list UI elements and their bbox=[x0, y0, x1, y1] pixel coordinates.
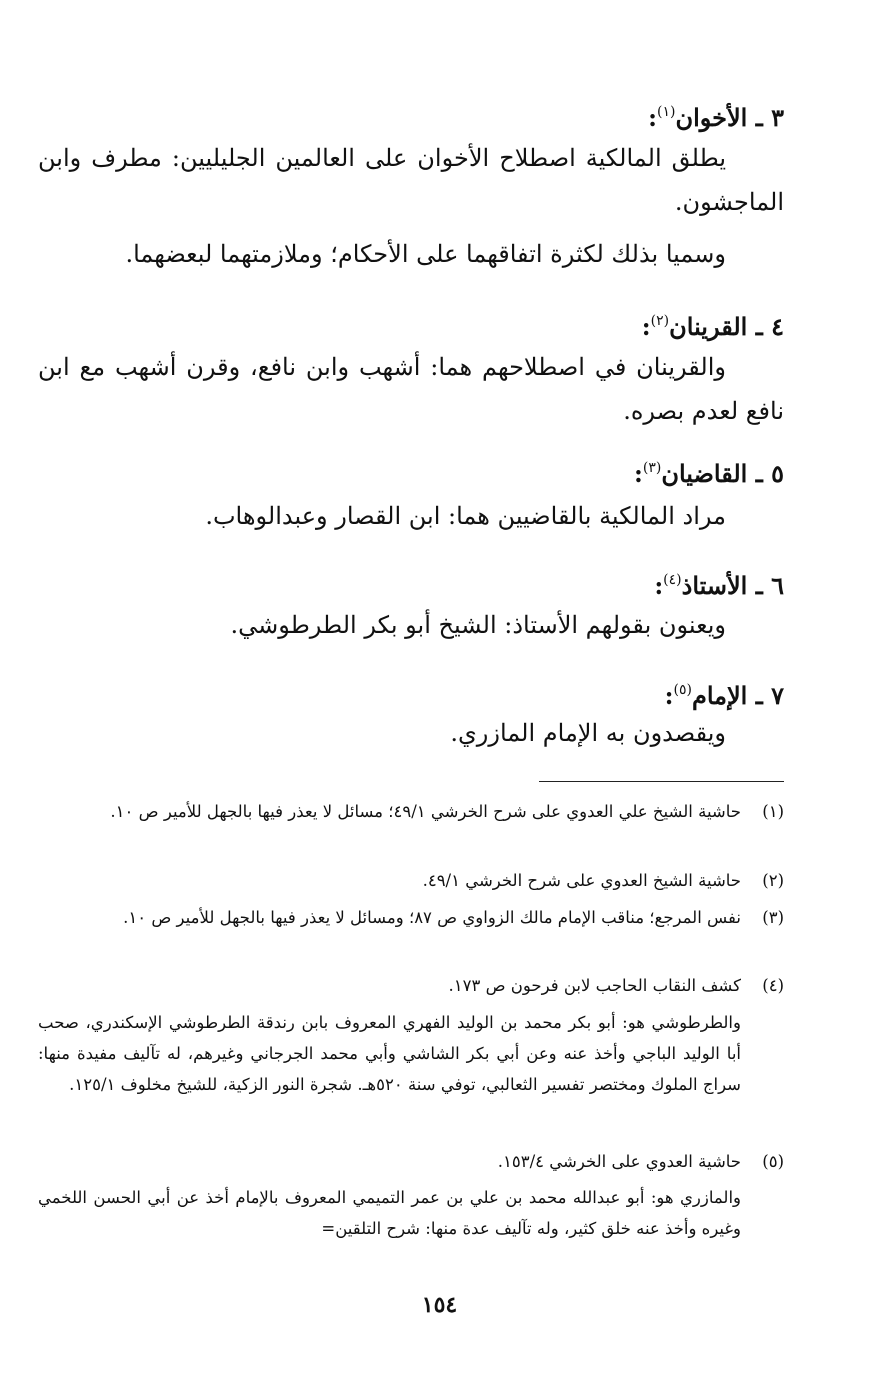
footnote-2 bbox=[38, 865, 784, 896]
footnote-1 bbox=[38, 796, 784, 827]
section-title: القرينان bbox=[669, 312, 748, 341]
section-heading-6: ٦ ـ الأستاذ$^{(٤)}$: bbox=[654, 571, 784, 600]
footnote-text: حاشية الشيخ علي العدوي على شرح الخرشي ٤٩/١؛ مسائل لا يعذر فيها بالجهل للأمير ص ١٠. bbox=[110, 802, 741, 821]
footnote-number: (٢) bbox=[762, 871, 784, 890]
paragraph: وسميا بذلك لكثرة اتفاقهما على الأحكام؛ وملازمتهما لبعضهما. bbox=[125, 240, 726, 268]
paragraph: ويعنون بقولهم الأستاذ: الشيخ أبو بكر الطرطوشي. bbox=[230, 611, 726, 639]
footnote-ref: (٣) bbox=[642, 460, 662, 476]
section-heading-7: ٧ ـ الإمام$^{(٥)}$: bbox=[664, 681, 784, 710]
footnote-text: نفس المرجع؛ مناقب الإمام مالك الزواوي ص ٨٧؛ ومسائل لا يعذر فيها بالجهل للأمير ص ١٠. bbox=[123, 908, 741, 927]
section-heading-5: ٥ ـ القاضيان$^{(٣)}$: bbox=[634, 459, 784, 488]
footnote-ref: (٤) bbox=[663, 572, 682, 588]
footnote-5 bbox=[38, 1146, 784, 1177]
footnote-number: (٤) bbox=[762, 976, 784, 995]
footnote-4 bbox=[38, 970, 784, 1001]
footnote-bio: والطرطوشي هو: أبو بكر محمد بن الوليد الفهري المعروف بابن رندقة الطرطوشي الإسكندري، صحب أبا الوليد الباجي وأخذ عنه وعن أبي بكر الشاشي وأبي محمد الجرجاني وغيرهم، له تآليف مفيدة منها: سراج الملوك ومختصر تفسير الثعالبي، توفي سنة ٥٢٠هـ. شجرة النور الزكية، للشيخ مخلوف ١٢٥/١. bbox=[38, 1013, 741, 1094]
footnote-separator bbox=[539, 781, 784, 782]
footnote-number: (٣) bbox=[762, 908, 784, 927]
footnote-text: حاشية العدوي على الخرشي ١٥٣/٤. bbox=[497, 1152, 741, 1171]
footnote-ref: (١) bbox=[657, 104, 676, 120]
footnote-3 bbox=[38, 902, 784, 933]
paragraph: يطلق المالكية اصطلاح الأخوان على العالمين الجليليين: مطرف وابن الماجشون. bbox=[38, 144, 784, 216]
paragraph: ويقصدون به الإمام المازري. bbox=[450, 719, 726, 747]
section-number: ٤ ـ bbox=[755, 312, 784, 341]
paragraph: والقرينان في اصطلاحهم هما: أشهب وابن نافع، وقرن أشهب مع ابن نافع لعدم بصره. bbox=[38, 353, 784, 425]
section-number: ٥ ـ bbox=[755, 459, 784, 488]
section-title: القاضيان bbox=[661, 459, 748, 488]
footnote-text: حاشية الشيخ العدوي على شرح الخرشي ٤٩/١. bbox=[422, 871, 741, 890]
section-heading-4: ٤ ـ القرينان$^{(٢)}$: bbox=[641, 312, 784, 341]
section-title: الإمام bbox=[691, 681, 748, 710]
footnote-ref: (٥) bbox=[673, 682, 692, 698]
section-title: الأستاذ bbox=[681, 571, 748, 600]
footnote-text: كشف النقاب الحاجب لابن فرحون ص ١٧٣. bbox=[448, 976, 741, 995]
section-number: ٧ ـ bbox=[755, 681, 784, 710]
section-number: ٣ ـ bbox=[755, 103, 784, 132]
footnote-number: (٥) bbox=[762, 1152, 784, 1171]
section-number: ٦ ـ bbox=[755, 571, 784, 600]
footnote-number: (١) bbox=[762, 802, 784, 821]
section-title: الأخوان bbox=[675, 103, 748, 132]
section-heading-3: ٣ ـ الأخوان$^{(١)}$: bbox=[648, 103, 784, 132]
footnote-ref: (٢) bbox=[650, 313, 670, 329]
paragraph: مراد المالكية بالقاضيين هما: ابن القصار وعبدالوهاب. bbox=[205, 502, 726, 530]
footnote-bio: والمازري هو: أبو عبدالله محمد بن علي بن عمر التميمي المعروف بالإمام أخذ عن أبي الحسن اللخمي وغيره وأخذ عنه خلق كثير، وله تآليف عدة منها: شرح التلقين= bbox=[38, 1188, 741, 1238]
page-number: ١٥٤ bbox=[421, 1292, 458, 1318]
